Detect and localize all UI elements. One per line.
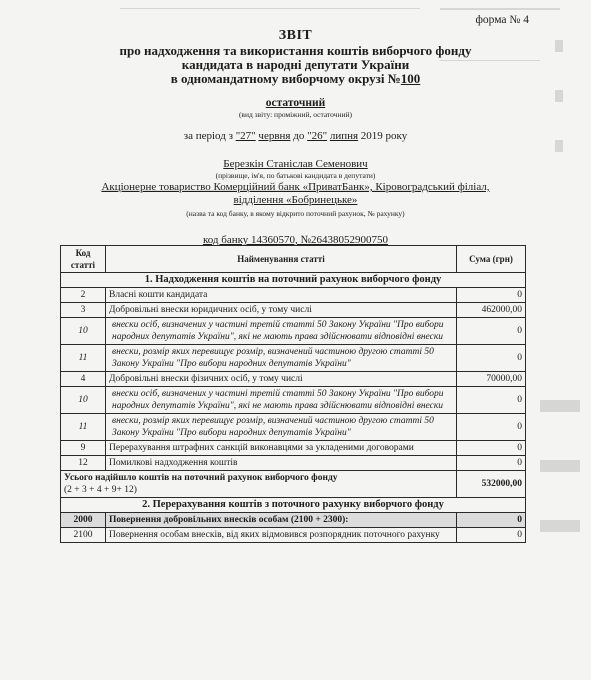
table-row [61, 414, 526, 441]
row-code: 12 [61, 456, 106, 471]
total-label-cell [61, 471, 457, 498]
candidate-hint: (прізвище, ім'я, по батькові кандидата в депутати) [215, 171, 376, 180]
table-row [61, 303, 526, 318]
period-year: 2019 року [360, 130, 408, 142]
row-code: 3 [61, 303, 106, 318]
table-row [61, 288, 526, 303]
table-row [61, 318, 526, 345]
period-prefix: за період з [183, 130, 233, 142]
row-sum: 0 [457, 345, 526, 372]
table-header-row [61, 246, 526, 273]
header-sum: Сума (грн) [457, 246, 526, 273]
subtitle-line-1: про надходження та використання коштів виборчого фонду [119, 43, 472, 58]
bank-line-2: відділення «Бобринецьке» [233, 194, 358, 206]
total-row [61, 471, 526, 498]
row-name: Повернення особам внесків, від яких відмовився розпорядник поточного рахунку [106, 528, 457, 543]
subtitle-line-3 [0, 72, 591, 86]
report-type-hint: (вид звіту: проміжний, остаточний) [238, 110, 353, 119]
row-code: 4 [61, 372, 106, 387]
district-prefix: в одномандатному виборчому окрузі № [170, 71, 401, 86]
row-code: 2100 [61, 528, 106, 543]
funds-table [60, 245, 526, 543]
bank-hint: (назва та код банку, в якому відкрито поточний рахунок, № рахунку) [186, 209, 405, 218]
row-code: 2000 [61, 513, 106, 528]
bank-name [0, 181, 591, 207]
table-row [61, 456, 526, 471]
row-sum: 0 [457, 387, 526, 414]
bank-line-1: Акціонерне товариство Комерційний банк «ПриватБанк», Кіровоградський філіал, [101, 181, 490, 193]
row-sum: 0 [457, 318, 526, 345]
total-label: Усього надійшло коштів на поточний рахунок виборчого фонду [64, 473, 338, 483]
report-period [0, 130, 591, 142]
header-name: Найменування статті [106, 246, 457, 273]
table-row [61, 528, 526, 543]
table-row [61, 387, 526, 414]
row-code: 10 [61, 318, 106, 345]
period-to-word: до [293, 130, 305, 142]
period-from-day: "27" [235, 130, 256, 142]
row-code: 2 [61, 288, 106, 303]
row-name: внески, розмір яких перевищує розмір, визначений частиною другою статті 50 Закону України "Про вибори народних депутатів України" [106, 414, 457, 441]
row-sum: 0 [457, 528, 526, 543]
section-1-title: 1. Надходження коштів на поточний рахунок виборчого фонду [61, 273, 526, 288]
row-name: Повернення добровільних внесків особам (2100 + 2300): [106, 513, 457, 528]
header-code: Код статті [61, 246, 106, 273]
row-sum: 462000,00 [457, 303, 526, 318]
table-row [61, 345, 526, 372]
row-name: Перерахування штрафних санкцій виконавцями за укладеними договорами [106, 441, 457, 456]
row-name: Помилкові надходження коштів [106, 456, 457, 471]
report-type-value: остаточний [265, 97, 326, 109]
row-name: Добровільні внески юридичних осіб, у тому числі [106, 303, 457, 318]
table-row [61, 513, 526, 528]
row-code: 11 [61, 414, 106, 441]
report-title: ЗВІТ [278, 28, 313, 43]
row-code: 11 [61, 345, 106, 372]
period-to-month: липня [329, 130, 359, 142]
row-sum: 0 [457, 288, 526, 303]
candidate-name: Березкін Станіслав Семенович [223, 158, 368, 170]
bank-code: код банку 14360570, №26438052900750 [202, 234, 389, 246]
row-sum: 0 [457, 414, 526, 441]
row-code: 9 [61, 441, 106, 456]
section-2-title: 2. Перерахування коштів з поточного рахунку виборчого фонду [61, 498, 526, 513]
period-to-day: "26" [307, 130, 328, 142]
row-code: 10 [61, 387, 106, 414]
section-2-row [61, 498, 526, 513]
form-number: форма № 4 [475, 14, 529, 26]
row-sum: 0 [457, 456, 526, 471]
period-from-month: червня [258, 130, 291, 142]
subtitle-line-2: кандидата в народні депутати України [181, 57, 410, 72]
row-name: внески осіб, визначених у частині третій статті 50 Закону України "Про вибори народних депутатів України", які не мають права здійснювати відповідні внески [106, 318, 457, 345]
row-sum: 0 [457, 441, 526, 456]
report-subtitle [0, 44, 591, 86]
section-1-row [61, 273, 526, 288]
district-number: 100 [400, 71, 421, 86]
row-sum: 70000,00 [457, 372, 526, 387]
row-name: внески осіб, визначених у частині третій статті 50 Закону України "Про вибори народних депутатів України", які не мають права здійснювати відповідні внески [106, 387, 457, 414]
table-row [61, 441, 526, 456]
row-sum: 0 [457, 513, 526, 528]
row-name: внески, розмір яких перевищує розмір, визначений частиною другою статті 50 Закону України "Про вибори народних депутатів України" [106, 345, 457, 372]
table-row [61, 372, 526, 387]
row-name: Добровільні внески фізичних осіб, у тому числі [106, 372, 457, 387]
total-sum: 532000,00 [457, 471, 526, 498]
total-formula: (2 + 3 + 4 + 9+ 12) [64, 485, 137, 495]
row-name: Власні кошти кандидата [106, 288, 457, 303]
